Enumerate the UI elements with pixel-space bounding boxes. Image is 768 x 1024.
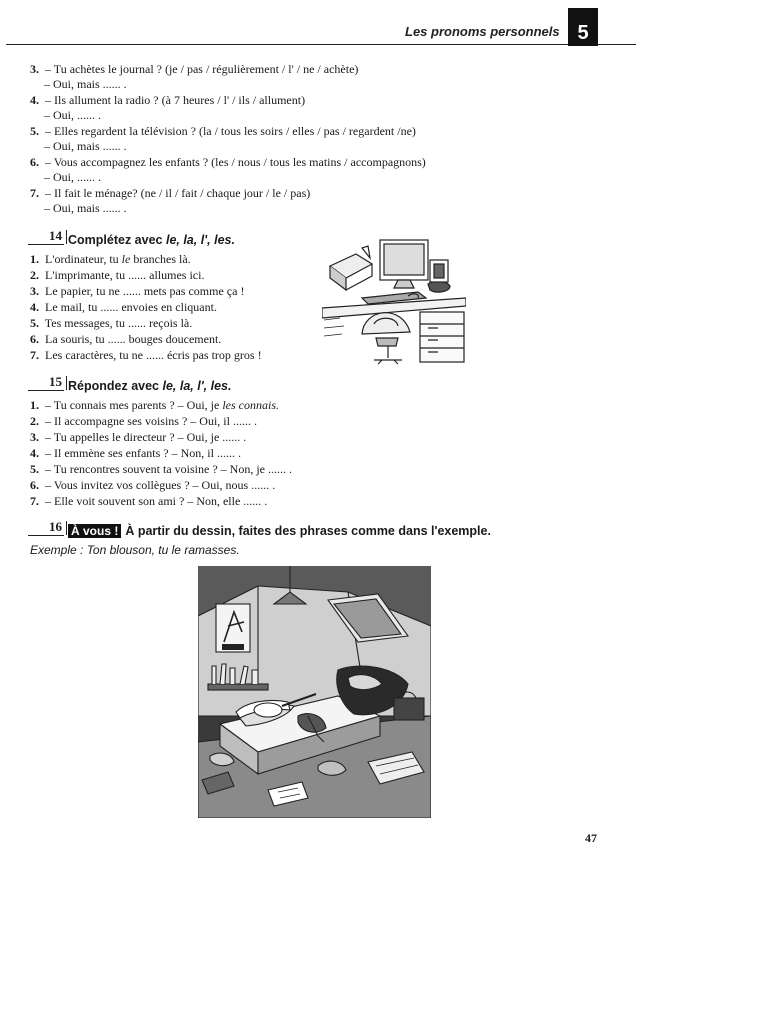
computer-desk-illustration <box>322 236 466 366</box>
list-item: 7. Les caractères, tu ne ...... écris pas trop gros ! <box>30 348 262 362</box>
page-number: 47 <box>585 831 597 845</box>
list-item: 6. – Vous invitez vos collègues ? – Oui, nous ...... . <box>30 478 276 492</box>
messy-bedroom-illustration <box>198 566 431 818</box>
list-item: 4. – Il emmène ses enfants ? – Non, il ...... . <box>30 446 241 460</box>
list-item: 3. – Tu appelles le directeur ? – Oui, je ...... . <box>30 430 247 444</box>
exercise-number: 14 <box>28 228 64 245</box>
list-item-answer: – Oui, mais ...... . <box>44 139 127 153</box>
a-vous-badge: À vous ! <box>68 524 121 538</box>
list-item: 2. L'imprimante, tu ...... allumes ici. <box>30 268 205 282</box>
example-sentence: Exemple : Ton blouson, tu le ramasses. <box>30 543 240 557</box>
exercise-14-title: 14 Complétez avec le, la, l', les. <box>28 232 235 249</box>
list-item: 5. Tes messages, tu ...... reçois là. <box>30 316 193 330</box>
list-item: 6. La souris, tu ...... bouges doucement. <box>30 332 222 346</box>
list-item: 5. – Tu rencontres souvent ta voisine ? – Non, je ...... . <box>30 462 292 476</box>
list-item: 1. L'ordinateur, tu le branches là. <box>30 252 191 266</box>
list-item: 5. – Elles regardent la télévision ? (la / tous les soirs / elles / pas / regardent /ne) <box>30 124 416 138</box>
running-header-title: Les pronoms personnels <box>405 24 560 39</box>
list-item: 3. Le papier, tu ne ...... mets pas comme ça ! <box>30 284 245 298</box>
list-item: 4. – Ils allument la radio ? (à 7 heures / l' / ils / allument) <box>30 93 306 107</box>
list-item-answer: – Oui, ...... . <box>44 170 101 184</box>
chapter-badge: 5 <box>568 8 598 46</box>
exercise-16-title: 16 À vous ! À partir du dessin, faites des phrases comme dans l'exemple. <box>28 523 491 540</box>
list-item-answer: – Oui, ...... . <box>44 108 101 122</box>
list-item: 6. – Vous accompagnez les enfants ? (les / nous / tous les matins / accompagnons) <box>30 155 426 169</box>
exercise-number: 16 <box>28 519 64 536</box>
exercise-15-title: 15 Répondez avec le, la, l', les. <box>28 378 231 395</box>
exercise-number: 15 <box>28 374 64 391</box>
list-item: 4. Le mail, tu ...... envoies en cliquant. <box>30 300 217 314</box>
list-item: 7. – Il fait le ménage? (ne / il / fait / chaque jour / le / pas) <box>30 186 311 200</box>
list-item: 2. – Il accompagne ses voisins ? – Oui, il ...... . <box>30 414 257 428</box>
list-item-answer: – Oui, mais ...... . <box>44 77 127 91</box>
header-rule <box>6 44 636 45</box>
list-item: 1. – Tu connais mes parents ? – Oui, je les connais. <box>30 398 279 412</box>
list-item: 3. – Tu achètes le journal ? (je / pas / régulièrement / l' / ne / achète) <box>30 62 359 76</box>
list-item-answer: – Oui, mais ...... . <box>44 201 127 215</box>
list-item: 7. – Elle voit souvent son ami ? – Non, elle ...... . <box>30 494 268 508</box>
